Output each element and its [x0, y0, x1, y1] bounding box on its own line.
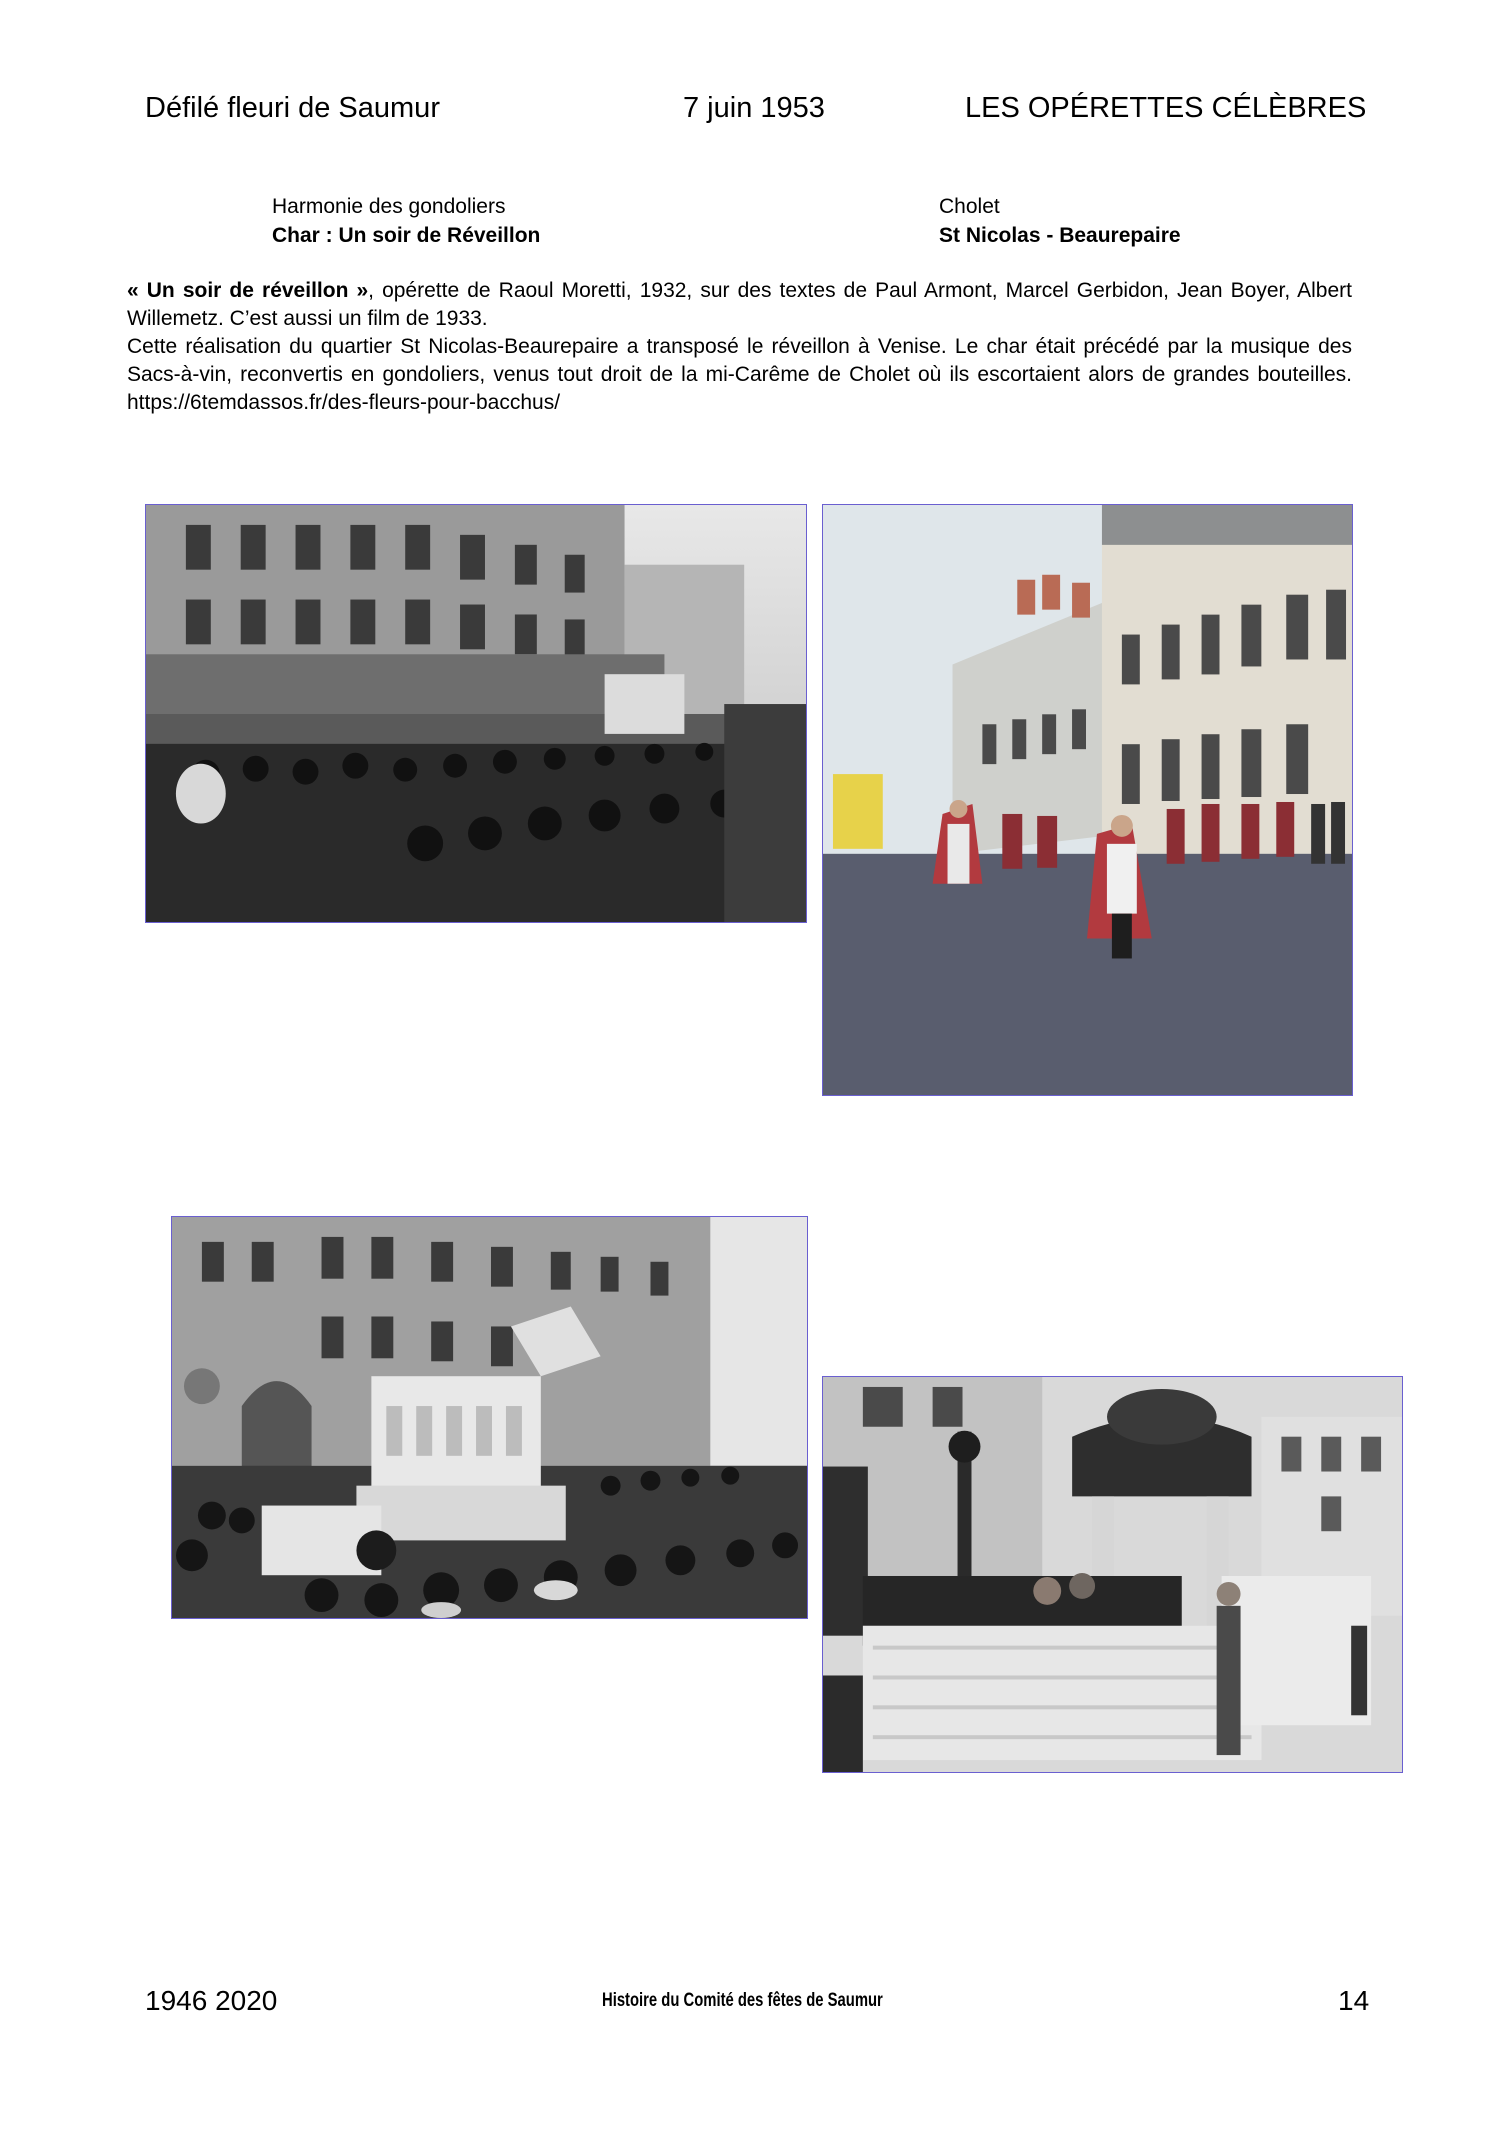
- description-text: [127, 277, 1352, 417]
- footer-years: 1946 2020: [145, 1985, 278, 2016]
- footer-publication-title: Histoire du Comité des fêtes de Saumur: [602, 1990, 883, 2011]
- subheader-right-line2: St Nicolas - Beaurepaire: [939, 224, 1181, 247]
- description-paragraph-1: [127, 277, 1352, 333]
- photo-parade-street-color: [822, 504, 1353, 1096]
- subheader-left: [272, 192, 540, 250]
- header-right-title: LES OPÉRETTES CÉLÈBRES: [965, 92, 1367, 124]
- header-left-title: Défilé fleuri de Saumur: [145, 92, 440, 124]
- photo-float-closeup-bw: [822, 1376, 1403, 1773]
- operetta-title: « Un soir de réveillon »: [127, 279, 369, 302]
- description-paragraph-2: Cette réalisation du quartier St Nicolas-Beaurepaire a transposé le réveillon à Venise. Le char était précédé par la musique des Sacs-à-vin, reconvertis en gondoliers, venus tout droit de la mi-Carême de Cholet où ils escortaient alors de grandes bouteilles. https://6temdassos.fr/des-fleurs-pour-bacchus/: [127, 335, 1352, 414]
- page-number: 14: [1338, 1985, 1370, 2016]
- photo-parade-street-bw-1: [145, 504, 807, 923]
- subheader-right: [939, 192, 1181, 250]
- subheader-left-line1: Harmonie des gondoliers: [272, 195, 506, 218]
- subheader-left-line2: Char : Un soir de Réveillon: [272, 224, 541, 247]
- operetta-details: , opérette de Raoul Moretti, 1932, sur des textes de Paul Armont, Marcel Gerbidon, Jean Boyer, Albert Willemetz. C’est aussi un film de 1933.: [127, 279, 1352, 330]
- header-date: 7 juin 1953: [683, 92, 825, 124]
- photo-float-street-bw-2: [171, 1216, 808, 1619]
- subheader-right-line1: Cholet: [939, 195, 1000, 218]
